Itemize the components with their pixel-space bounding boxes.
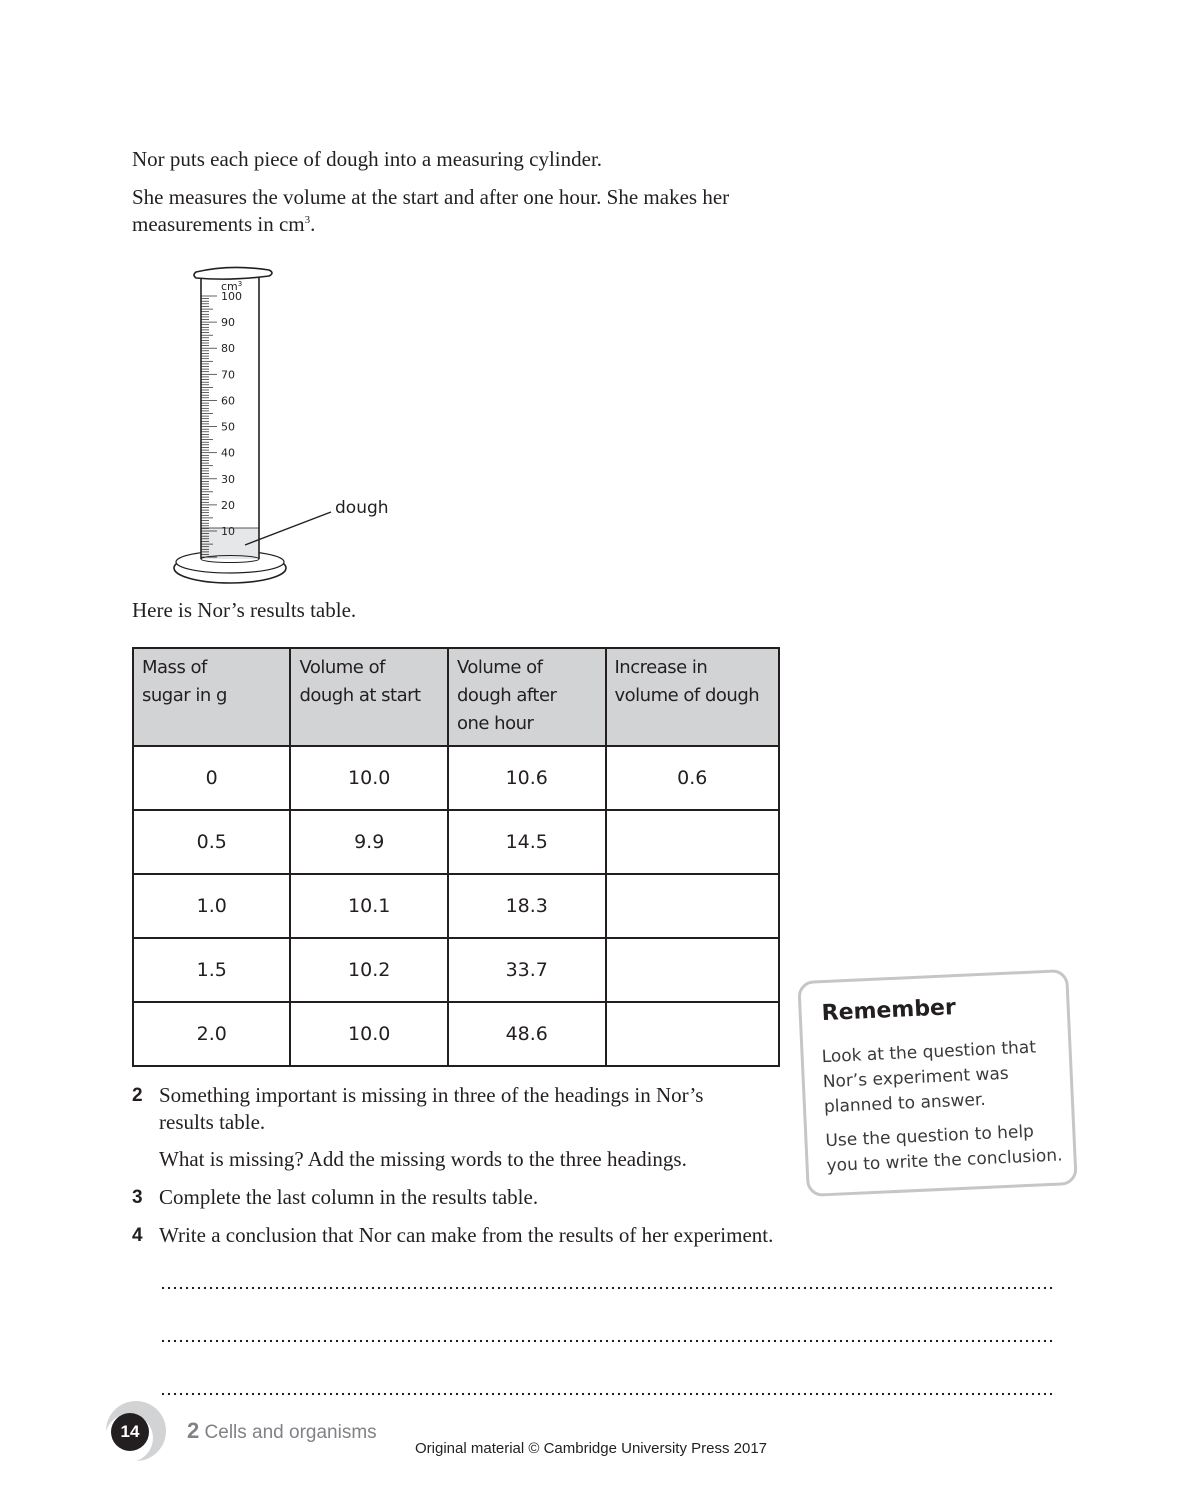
remember-title: Remember (821, 995, 957, 1027)
answer-line[interactable] (160, 1392, 1056, 1396)
question-2-line-1: Something important is missing in three of the headings in Nor’s (159, 1083, 704, 1107)
header-volume-after-one-hour: Volume of dough after one hour (448, 648, 606, 746)
scale-label: 10 (221, 525, 235, 538)
scale-unit-label: $cm^3$ (221, 280, 243, 293)
chapter-title (187, 1418, 377, 1444)
table-row (133, 810, 779, 874)
cell-mass: 1.0 (133, 874, 290, 938)
question-4-number: 4 (132, 1225, 143, 1246)
scale-label: 80 (221, 342, 235, 356)
copyright-notice: Original material © Cambridge University Press 2017 (415, 1440, 768, 1457)
cell-volume-after: 14.5 (448, 810, 606, 874)
cell-mass: 0.5 (133, 810, 290, 874)
answer-line[interactable] (160, 1286, 1056, 1290)
page-number: 14 (120, 1422, 140, 1441)
cell-mass: 2.0 (133, 1002, 290, 1066)
intro-line-2b: measurements in cm (132, 212, 305, 236)
table-intro: Here is Nor’s results table. (132, 598, 357, 622)
chapter-name: Cells and organisms (204, 1422, 377, 1443)
intro-line-2 (132, 184, 729, 238)
cell-volume-start: 10.0 (290, 746, 448, 810)
cell-volume-after: 33.7 (448, 938, 606, 1002)
cell-volume-start: 10.0 (290, 1002, 448, 1066)
cell-volume-start: 10.2 (290, 938, 448, 1002)
question-3-text: Complete the last column in the results table. (159, 1185, 539, 1209)
question-4 (132, 1222, 892, 1250)
question-2-number: 2 (132, 1085, 143, 1106)
dough-label: dough (335, 498, 389, 518)
cylinder-lip (194, 267, 272, 279)
cell-increase[interactable] (606, 1002, 780, 1066)
question-2-line-2: results table. (159, 1110, 266, 1134)
graduation-ticks (201, 296, 217, 557)
scale-label: 50 (221, 420, 235, 434)
cell-increase[interactable] (606, 938, 780, 1002)
cell-volume-start: 10.1 (290, 874, 448, 938)
intro-line-2-end: . (310, 212, 316, 236)
intro-unit-superscript: 3 (304, 214, 311, 226)
cell-increase[interactable]: 0.6 (606, 746, 780, 810)
header-volume-at-start: Volume of dough at start (290, 648, 448, 746)
table-row (133, 938, 779, 1002)
cell-increase[interactable] (606, 810, 780, 874)
scale-label: 90 (221, 316, 235, 330)
table-row (133, 874, 779, 938)
remember-text-2: Use the question to help you to write the conclusion. (825, 1121, 1063, 1177)
question-3 (132, 1184, 772, 1212)
intro-line-2a: She measures the volume at the start and after one hour. She makes her (132, 185, 730, 209)
scale-label: 100 (221, 290, 242, 303)
scale-label: 40 (221, 446, 235, 460)
question-2 (132, 1082, 772, 1172)
scale-label: 20 (221, 498, 235, 512)
cell-increase[interactable] (606, 874, 780, 938)
scale-label: 30 (221, 472, 235, 486)
intro-line-1: Nor puts each piece of dough into a measuring cylinder. (132, 147, 603, 171)
results-table (132, 647, 780, 1067)
question-2-line-3: What is missing? Add the missing words to the three headings. (159, 1147, 687, 1171)
answer-line[interactable] (160, 1339, 1056, 1343)
cell-volume-after: 18.3 (448, 874, 606, 938)
cell-mass: 0 (133, 746, 290, 810)
header-mass-of-sugar: Mass of sugar in g (133, 648, 290, 746)
cell-volume-after: 10.6 (448, 746, 606, 810)
remember-box (797, 969, 1078, 1197)
header-increase-in-volume: Increase in volume of dough (606, 648, 780, 746)
table-row (133, 1002, 779, 1066)
scale-label: 60 (221, 394, 235, 408)
cell-mass: 1.5 (133, 938, 290, 1002)
table-row (133, 746, 779, 810)
table-header-row (133, 648, 779, 746)
measuring-cylinder-figure (165, 262, 405, 587)
cell-volume-start: 9.9 (290, 810, 448, 874)
question-3-number: 3 (132, 1187, 143, 1208)
cell-volume-after: 48.6 (448, 1002, 606, 1066)
scale-label: 70 (221, 368, 235, 382)
question-4-text: Write a conclusion that Nor can make from the results of her experiment. (159, 1223, 774, 1247)
chapter-number: 2 (187, 1418, 200, 1443)
remember-text-1: Look at the question that Nor’s experiment was planned to answer. (821, 1037, 1037, 1118)
